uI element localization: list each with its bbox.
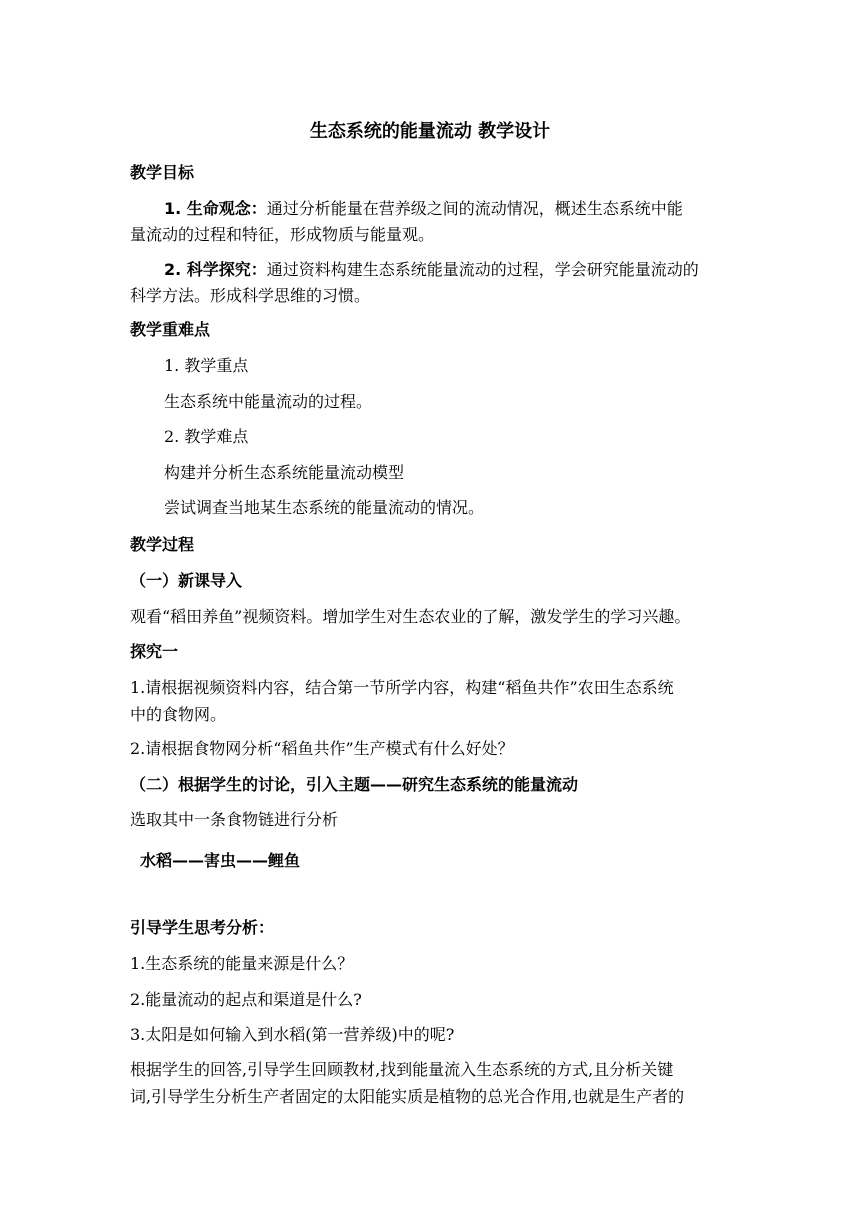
- explore-heading: 探究一: [130, 642, 179, 661]
- guide-heading: 引导学生思考分析：: [130, 918, 275, 937]
- chain-intro: 选取其中一条食物链进行分析: [130, 810, 339, 829]
- keypoint-2: 2. 教学难点: [164, 427, 249, 446]
- paragraph-line-b: 词,引导学生分析生产者固定的太阳能实质是植物的总光合作用,也就是生产者的: [130, 1087, 685, 1106]
- guide-question-2: 2.能量流动的起点和渠道是什么?: [130, 990, 362, 1009]
- keypoint-1: 1. 教学重点: [164, 356, 249, 375]
- topic-heading: （二）根据学生的讨论，引入主题——研究生态系统的能量流动: [130, 775, 579, 794]
- question-1-a: 1.请根据视频资料内容，结合第一节所学内容，构建“稻鱼共作”农田生态系统: [130, 678, 674, 697]
- keypoint-2-text-b: 尝试调查当地某生态系统的能量流动的情况。: [164, 498, 485, 517]
- objective-2-text: 通过资料构建生态系统能量流动的过程，学会研究能量流动的: [266, 260, 699, 279]
- keypoint-2-text-a: 构建并分析生态系统能量流动模型: [164, 463, 405, 482]
- paragraph-line-a: 根据学生的回答,引导学生回顾教材,找到能量流入生态系统的方式,且分析关键: [130, 1060, 674, 1079]
- objectives-heading: 教学目标: [130, 163, 195, 182]
- page-title: 生态系统的能量流动 教学设计: [309, 121, 551, 142]
- objective-2-label: 2. 科学探究：: [164, 260, 267, 279]
- food-chain: 水稻——害虫——鲤鱼: [140, 851, 301, 870]
- objective-1-label: 1. 生命观念：: [164, 199, 267, 218]
- question-2: 2.请根据食物网分析“稻鱼共作”生产模式有什么好处？: [130, 739, 514, 758]
- keypoint-1-text: 生态系统中能量流动的过程。: [164, 392, 373, 411]
- question-1-b: 中的食物网。: [130, 705, 227, 724]
- objective-1-line-b: 量流动的过程和特征，形成物质与能量观。: [130, 225, 435, 244]
- intro-text: 观看“稻田养鱼”视频资料。增加学生对生态农业的了解，激发学生的学习兴趣。: [130, 607, 691, 626]
- objective-1-text: 通过分析能量在营养级之间的流动情况，概述生态系统中能: [266, 199, 683, 218]
- objective-2-line-a: [164, 260, 699, 280]
- process-heading: 教学过程: [130, 535, 195, 554]
- intro-heading: （一）新课导入: [130, 571, 243, 590]
- objective-1-line-a: [164, 199, 683, 219]
- keypoints-heading: 教学重难点: [130, 320, 211, 339]
- guide-question-3: 3.太阳是如何输入到水稻(第一营养级)中的呢?: [130, 1025, 455, 1044]
- objective-2-line-b: 科学方法。形成科学思维的习惯。: [130, 286, 371, 305]
- guide-question-1: 1.生态系统的能量来源是什么？: [130, 954, 354, 973]
